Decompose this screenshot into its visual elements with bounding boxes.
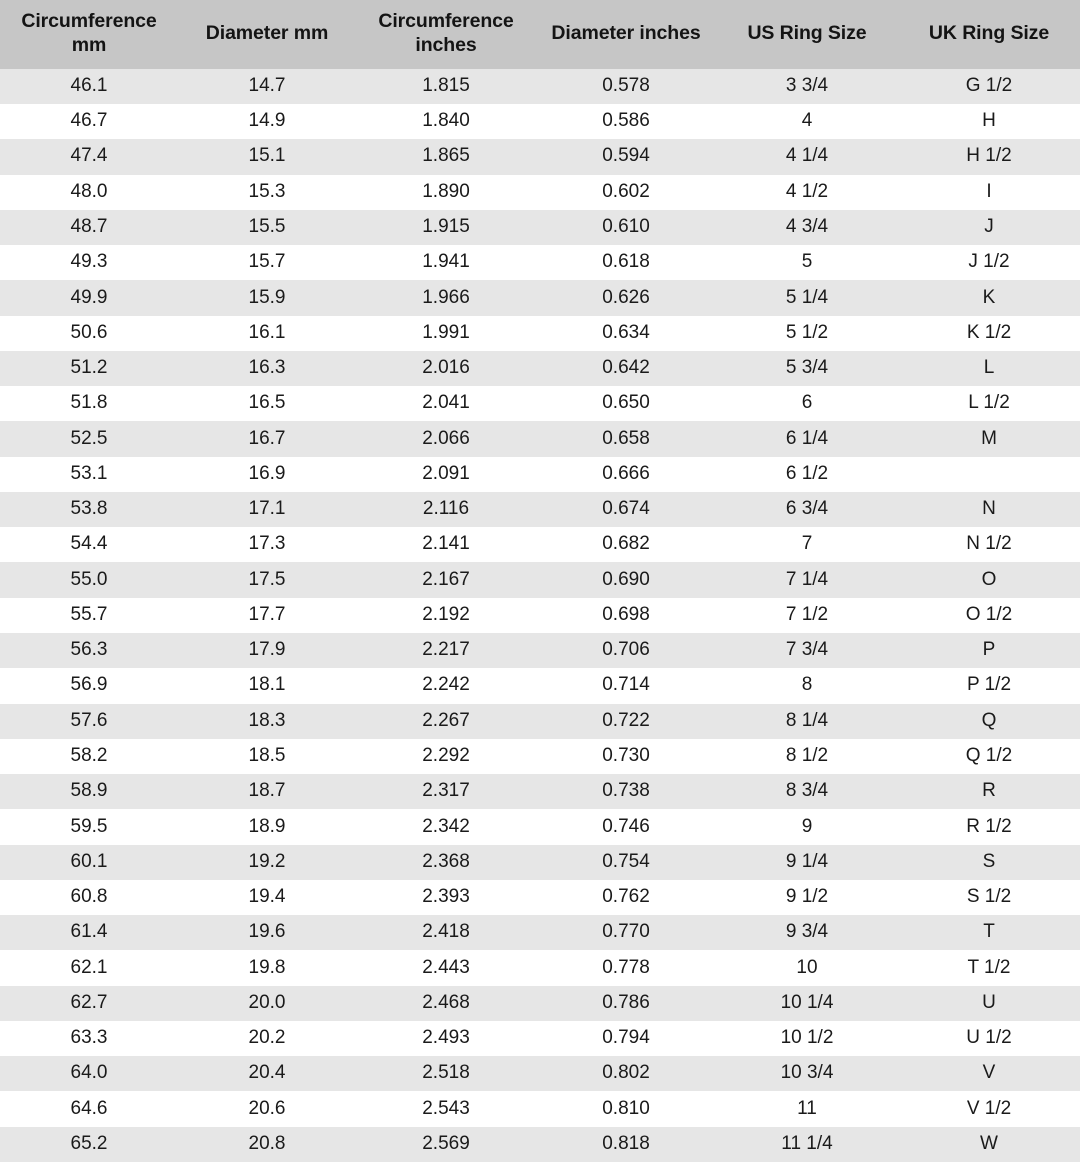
table-cell: 10 3/4	[716, 1056, 898, 1091]
table-row	[0, 351, 1080, 386]
table-cell: 61.4	[0, 915, 178, 950]
table-cell: 18.9	[178, 809, 356, 844]
table-cell: O 1/2	[898, 598, 1080, 633]
table-body	[0, 69, 1080, 1162]
table-cell: 0.682	[536, 527, 716, 562]
table-cell: I	[898, 175, 1080, 210]
table-cell: 15.1	[178, 139, 356, 174]
table-row	[0, 704, 1080, 739]
table-row	[0, 633, 1080, 668]
table-cell: 0.706	[536, 633, 716, 668]
table-cell: 0.802	[536, 1056, 716, 1091]
table-cell: 59.5	[0, 809, 178, 844]
table-cell: 17.7	[178, 598, 356, 633]
table-cell: 8 3/4	[716, 774, 898, 809]
column-header-2: Circumference inches	[356, 0, 536, 69]
table-cell: 0.714	[536, 668, 716, 703]
table-cell: 0.578	[536, 69, 716, 104]
table-cell: 2.016	[356, 351, 536, 386]
table-cell: 50.6	[0, 316, 178, 351]
table-row	[0, 69, 1080, 104]
table-cell: 47.4	[0, 139, 178, 174]
table-cell: 2.116	[356, 492, 536, 527]
table-cell: 1.941	[356, 245, 536, 280]
table-cell: 0.810	[536, 1091, 716, 1126]
table-row	[0, 809, 1080, 844]
table-cell: 63.3	[0, 1021, 178, 1056]
table-row	[0, 421, 1080, 456]
table-cell: 15.5	[178, 210, 356, 245]
table-cell: 55.0	[0, 562, 178, 597]
table-cell: 65.2	[0, 1127, 178, 1162]
table-cell: 6 1/4	[716, 421, 898, 456]
table-cell: 18.7	[178, 774, 356, 809]
table-cell: 0.618	[536, 245, 716, 280]
table-cell: 20.6	[178, 1091, 356, 1126]
table-cell: 0.754	[536, 845, 716, 880]
table-row	[0, 915, 1080, 950]
table-cell: 10 1/4	[716, 986, 898, 1021]
table-cell: 2.518	[356, 1056, 536, 1091]
table-cell: 0.698	[536, 598, 716, 633]
table-cell: 2.041	[356, 386, 536, 421]
table-cell: 19.2	[178, 845, 356, 880]
table-cell: 15.7	[178, 245, 356, 280]
table-cell: 2.192	[356, 598, 536, 633]
table-cell: 53.8	[0, 492, 178, 527]
table-row	[0, 457, 1080, 492]
table-row	[0, 280, 1080, 315]
table-cell: V 1/2	[898, 1091, 1080, 1126]
table-cell: K 1/2	[898, 316, 1080, 351]
table-cell: V	[898, 1056, 1080, 1091]
table-row	[0, 139, 1080, 174]
table-cell: 62.1	[0, 950, 178, 985]
table-cell: 2.167	[356, 562, 536, 597]
table-cell: 16.1	[178, 316, 356, 351]
table-cell: H 1/2	[898, 139, 1080, 174]
table-cell: 2.141	[356, 527, 536, 562]
table-cell: M	[898, 421, 1080, 456]
table-cell: 16.7	[178, 421, 356, 456]
table-row	[0, 1056, 1080, 1091]
table-cell: 10	[716, 950, 898, 985]
table-cell: 1.890	[356, 175, 536, 210]
table-cell: W	[898, 1127, 1080, 1162]
table-cell: 9 1/2	[716, 880, 898, 915]
table-cell: 56.9	[0, 668, 178, 703]
table-cell: 5 3/4	[716, 351, 898, 386]
table-row	[0, 668, 1080, 703]
table-cell: 0.650	[536, 386, 716, 421]
table-cell: 1.915	[356, 210, 536, 245]
table-cell: 2.342	[356, 809, 536, 844]
table-row	[0, 245, 1080, 280]
table-cell: 1.840	[356, 104, 536, 139]
table-cell: 2.418	[356, 915, 536, 950]
table-cell: 60.8	[0, 880, 178, 915]
table-cell: 8 1/2	[716, 739, 898, 774]
table-cell: 48.0	[0, 175, 178, 210]
table-cell: 1.991	[356, 316, 536, 351]
table-cell: P	[898, 633, 1080, 668]
table-cell: 60.1	[0, 845, 178, 880]
table-cell: K	[898, 280, 1080, 315]
table-cell: 0.722	[536, 704, 716, 739]
table-cell: 15.9	[178, 280, 356, 315]
table-cell: 4	[716, 104, 898, 139]
table-cell: U	[898, 986, 1080, 1021]
table-cell: 4 3/4	[716, 210, 898, 245]
table-cell: R 1/2	[898, 809, 1080, 844]
table-cell: J 1/2	[898, 245, 1080, 280]
table-cell: 0.642	[536, 351, 716, 386]
table-cell: 14.9	[178, 104, 356, 139]
table-cell: 16.5	[178, 386, 356, 421]
table-cell: 7 1/2	[716, 598, 898, 633]
table-row	[0, 1091, 1080, 1126]
table-cell: 0.746	[536, 809, 716, 844]
table-cell: 6 3/4	[716, 492, 898, 527]
table-header	[0, 0, 1080, 69]
table-cell: 58.9	[0, 774, 178, 809]
table-cell: 7 1/4	[716, 562, 898, 597]
column-header-0: Circumference mm	[0, 0, 178, 69]
table-row	[0, 386, 1080, 421]
table-cell: 9	[716, 809, 898, 844]
table-cell: 0.738	[536, 774, 716, 809]
table-cell: 0.674	[536, 492, 716, 527]
table-cell: 11 1/4	[716, 1127, 898, 1162]
table-cell: 64.0	[0, 1056, 178, 1091]
table-cell: L	[898, 351, 1080, 386]
table-cell: 2.543	[356, 1091, 536, 1126]
table-cell: 5 1/2	[716, 316, 898, 351]
table-cell: 0.634	[536, 316, 716, 351]
table-cell: 0.602	[536, 175, 716, 210]
table-row	[0, 316, 1080, 351]
table-cell: 62.7	[0, 986, 178, 1021]
table-row	[0, 986, 1080, 1021]
table-cell: 5	[716, 245, 898, 280]
table-cell: 9 1/4	[716, 845, 898, 880]
table-cell: 0.786	[536, 986, 716, 1021]
table-row	[0, 1127, 1080, 1162]
table-cell: 17.1	[178, 492, 356, 527]
table-cell: G 1/2	[898, 69, 1080, 104]
table-cell: 56.3	[0, 633, 178, 668]
table-row	[0, 774, 1080, 809]
table-row	[0, 1021, 1080, 1056]
table-cell: U 1/2	[898, 1021, 1080, 1056]
table-cell: J	[898, 210, 1080, 245]
table-cell: 2.242	[356, 668, 536, 703]
table-cell: 0.770	[536, 915, 716, 950]
table-cell: 7 3/4	[716, 633, 898, 668]
table-row	[0, 527, 1080, 562]
table-cell: 20.0	[178, 986, 356, 1021]
table-cell: 19.8	[178, 950, 356, 985]
table-cell: 58.2	[0, 739, 178, 774]
table-cell: 48.7	[0, 210, 178, 245]
table-cell: 6 1/2	[716, 457, 898, 492]
table-cell: 2.317	[356, 774, 536, 809]
table-cell: 15.3	[178, 175, 356, 210]
table-cell: 17.9	[178, 633, 356, 668]
table-cell: H	[898, 104, 1080, 139]
table-cell: 20.8	[178, 1127, 356, 1162]
table-cell: 0.778	[536, 950, 716, 985]
column-header-5: UK Ring Size	[898, 0, 1080, 69]
table-cell: 51.2	[0, 351, 178, 386]
table-cell: 54.4	[0, 527, 178, 562]
table-cell: 19.4	[178, 880, 356, 915]
table-cell: 2.368	[356, 845, 536, 880]
table-cell: 2.443	[356, 950, 536, 985]
table-cell: T	[898, 915, 1080, 950]
table-cell: 2.468	[356, 986, 536, 1021]
table-cell: 2.493	[356, 1021, 536, 1056]
table-cell: 14.7	[178, 69, 356, 104]
table-cell: 53.1	[0, 457, 178, 492]
table-cell: 19.6	[178, 915, 356, 950]
table-row	[0, 950, 1080, 985]
table-cell: 0.818	[536, 1127, 716, 1162]
table-cell: 2.091	[356, 457, 536, 492]
table-row	[0, 880, 1080, 915]
table-row	[0, 598, 1080, 633]
table-cell: T 1/2	[898, 950, 1080, 985]
table-cell: 0.730	[536, 739, 716, 774]
table-cell: 2.292	[356, 739, 536, 774]
table-cell: 9 3/4	[716, 915, 898, 950]
table-cell: R	[898, 774, 1080, 809]
table-row	[0, 492, 1080, 527]
table-cell: 7	[716, 527, 898, 562]
table-cell: 6	[716, 386, 898, 421]
table-cell: 4 1/4	[716, 139, 898, 174]
table-cell: Q	[898, 704, 1080, 739]
table-cell: 0.762	[536, 880, 716, 915]
table-cell: 0.794	[536, 1021, 716, 1056]
table-cell: L 1/2	[898, 386, 1080, 421]
table-cell: 20.4	[178, 1056, 356, 1091]
table-cell: 18.1	[178, 668, 356, 703]
table-cell: 2.569	[356, 1127, 536, 1162]
table-cell: 0.658	[536, 421, 716, 456]
table-row	[0, 175, 1080, 210]
table-cell: 4 1/2	[716, 175, 898, 210]
table-row	[0, 104, 1080, 139]
table-cell: 3 3/4	[716, 69, 898, 104]
table-cell: 17.5	[178, 562, 356, 597]
table-cell: 2.066	[356, 421, 536, 456]
table-cell: 46.1	[0, 69, 178, 104]
table-cell	[898, 457, 1080, 492]
table-cell: 10 1/2	[716, 1021, 898, 1056]
table-cell: S	[898, 845, 1080, 880]
table-cell: 16.9	[178, 457, 356, 492]
table-cell: 49.9	[0, 280, 178, 315]
table-header-row	[0, 0, 1080, 69]
table-row	[0, 739, 1080, 774]
table-cell: 16.3	[178, 351, 356, 386]
table-cell: 64.6	[0, 1091, 178, 1126]
table-cell: N 1/2	[898, 527, 1080, 562]
table-cell: 18.5	[178, 739, 356, 774]
table-cell: 46.7	[0, 104, 178, 139]
column-header-3: Diameter inches	[536, 0, 716, 69]
table-cell: 8	[716, 668, 898, 703]
table-cell: 2.267	[356, 704, 536, 739]
table-row	[0, 845, 1080, 880]
table-cell: 0.626	[536, 280, 716, 315]
table-cell: 20.2	[178, 1021, 356, 1056]
table-cell: 0.666	[536, 457, 716, 492]
table-cell: 57.6	[0, 704, 178, 739]
table-cell: 1.966	[356, 280, 536, 315]
table-cell: 2.217	[356, 633, 536, 668]
column-header-1: Diameter mm	[178, 0, 356, 69]
table-cell: 0.610	[536, 210, 716, 245]
table-cell: 17.3	[178, 527, 356, 562]
table-cell: 0.690	[536, 562, 716, 597]
table-row	[0, 210, 1080, 245]
table-cell: 0.586	[536, 104, 716, 139]
table-cell: 52.5	[0, 421, 178, 456]
table-cell: Q 1/2	[898, 739, 1080, 774]
table-cell: 0.594	[536, 139, 716, 174]
table-cell: P 1/2	[898, 668, 1080, 703]
table-cell: 49.3	[0, 245, 178, 280]
table-cell: 1.865	[356, 139, 536, 174]
table-cell: N	[898, 492, 1080, 527]
table-cell: 18.3	[178, 704, 356, 739]
table-cell: O	[898, 562, 1080, 597]
table-cell: 11	[716, 1091, 898, 1126]
table-cell: 5 1/4	[716, 280, 898, 315]
column-header-4: US Ring Size	[716, 0, 898, 69]
table-cell: 51.8	[0, 386, 178, 421]
table-cell: 2.393	[356, 880, 536, 915]
table-row	[0, 562, 1080, 597]
table-cell: 8 1/4	[716, 704, 898, 739]
table-cell: 55.7	[0, 598, 178, 633]
table-cell: S 1/2	[898, 880, 1080, 915]
table-cell: 1.815	[356, 69, 536, 104]
